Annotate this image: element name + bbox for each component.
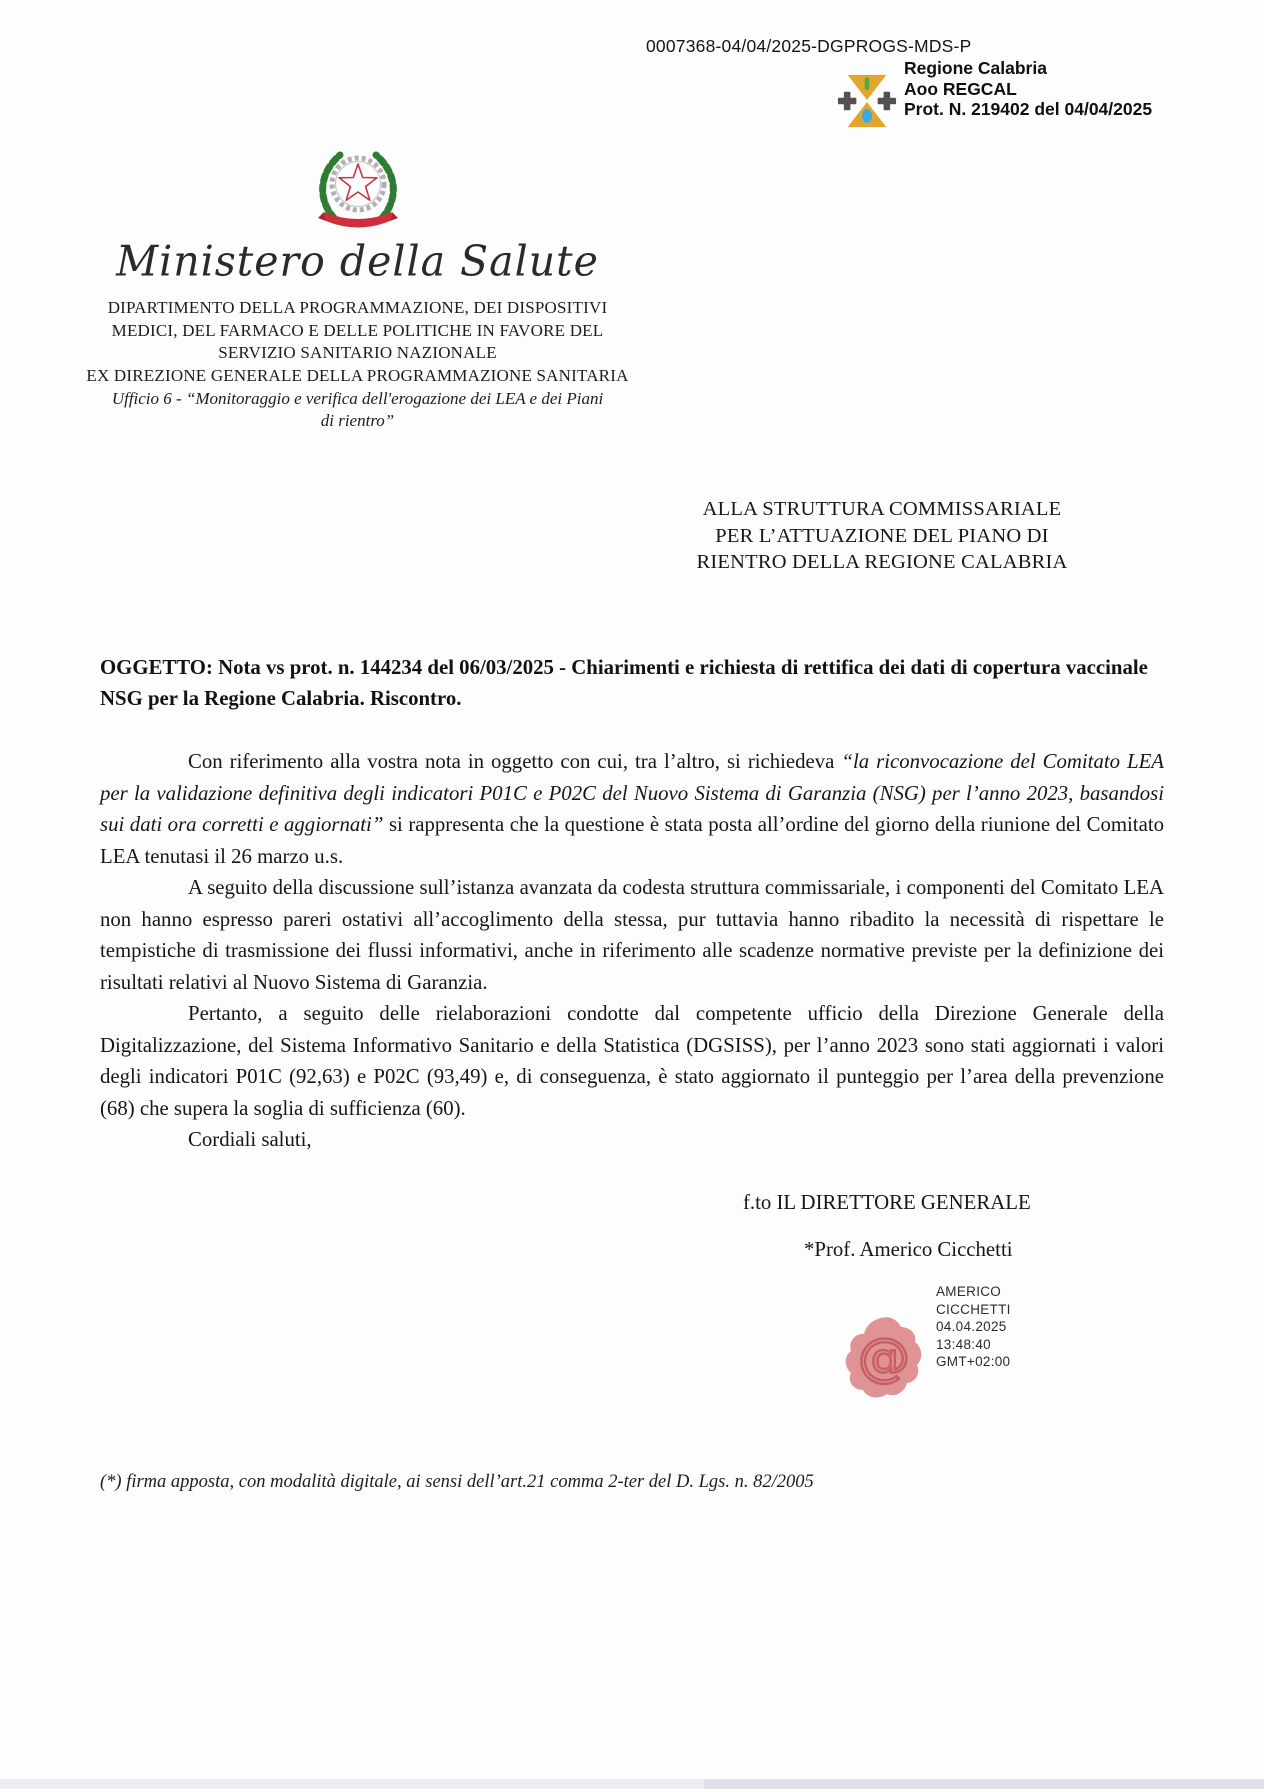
recipient-line: RIENTRO DELLA REGIONE CALABRIA bbox=[696, 551, 1068, 573]
department-lines bbox=[80, 297, 635, 387]
stamp-line: GMT+02:00 bbox=[936, 1354, 1011, 1369]
ministry-letterhead bbox=[80, 142, 635, 432]
department-line: SERVIZIO SANITARIO NAZIONALE bbox=[218, 343, 497, 362]
paragraph-1-lead: Con riferimento alla vostra nota in oggetto con cui, tra l’altro, si richiedeva bbox=[188, 750, 842, 773]
paragraph-1-tail: si rappresenta che la questione è stata posta all’ordine del giorno della riunione del Comitato LEA tenutasi il 26 marzo u.s. bbox=[100, 813, 1164, 868]
closing-salutation: Cordiali saluti, bbox=[188, 1128, 312, 1151]
paragraph-1 bbox=[100, 746, 1164, 872]
regione-calabria-stamp bbox=[836, 58, 1152, 132]
letter-body bbox=[100, 746, 1164, 1156]
digital-signature-stamp bbox=[843, 1283, 1011, 1401]
office-line: Ufficio 6 - “Monitoraggio e verifica dell'erogazione dei LEA e dei Piani di rientro” bbox=[111, 389, 604, 430]
recipient-line: PER L’ATTUAZIONE DEL PIANO DI bbox=[715, 524, 1049, 547]
svg-text:@: @ bbox=[858, 1328, 910, 1388]
regione-calabria-logo-icon bbox=[836, 70, 898, 132]
stamp-text-block bbox=[936, 1283, 1011, 1401]
paragraph-2: A seguito della discussione sull’istanza avanzata da codesta struttura commissariale, i componenti del Comitato LEA non hanno espresso pareri ostativi all’accoglimento della stessa, pur tuttavia hanno ribadito la necessità di rispettare le tempistiche di trasmissione dei flussi informativi, anche in riferimento alle scadenze normative previste per la definizione dei risultati relativi al Nuovo Sistema di Garanzia. bbox=[100, 876, 1164, 994]
aoo-label: Aoo REGCAL bbox=[904, 78, 1017, 99]
signature-name-line: *Prof. Americo Cicchetti bbox=[804, 1238, 1013, 1261]
italy-emblem-icon bbox=[308, 142, 408, 237]
department-line: DIPARTIMENTO DELLA PROGRAMMAZIONE, DEI DISPOSITIVI bbox=[107, 298, 608, 317]
recipient-line: ALLA STRUTTURA COMMISSARIALE bbox=[702, 498, 1062, 520]
stamp-line: 13:48:40 bbox=[936, 1336, 991, 1352]
prot-number: Prot. N. 219402 del 04/04/2025 bbox=[904, 99, 1153, 119]
at-seal-icon bbox=[843, 1315, 925, 1401]
page-edge bbox=[0, 1779, 1264, 1789]
department-line: MEDICI, DEL FARMACO E DELLE POLITICHE IN FAVORE DEL bbox=[111, 320, 604, 340]
recipient-block bbox=[648, 496, 1116, 576]
stamp-line: AMERICO bbox=[936, 1284, 1002, 1299]
digital-signature-footnote: (*) firma apposta, con modalità digitale, ai sensi dell’art.21 comma 2-ter del D. Lgs. n. 82/2005 bbox=[100, 1472, 814, 1492]
stamp-line: CICCHETTI bbox=[936, 1301, 1011, 1317]
paragraph-1-quotation: “la riconvocazione del Comitato LEA per la validazione definitiva degli indicatori P01C e P02C del Nuovo Sistema di Garanzia (NSG) per l’anno 2023, basandosi sui dati ora corretti e aggiornati” bbox=[100, 750, 1165, 836]
paragraph-3: Pertanto, a seguito delle rielaborazioni condotte dal competente ufficio della Direzione Generale della Digitalizzazione, del Sistema Informativo Sanitario e della Statistica (DGSISS), per l’anno 2023 sono stati aggiornati i valori degli indicatori P01C (92,63) e P02C (93,49) e, di conseguenza, è stato aggiornato il punteggio per l’area della prevenzione (68) che supera la soglia di sufficienza (60). bbox=[100, 1002, 1164, 1120]
department-line: EX DIREZIONE GENERALE DELLA PROGRAMMAZIONE SANITARIA bbox=[86, 365, 629, 385]
protocol-number-line: 0007368-04/04/2025-DGPROGS-MDS-P bbox=[646, 36, 972, 56]
page-edge-shadow bbox=[704, 1779, 1264, 1789]
subject-line: OGGETTO: Nota vs prot. n. 144234 del 06/03/2025 - Chiarimenti e richiesta di rettifica dei dati di copertura vaccinale NSG per la Regione Calabria. Riscontro. bbox=[100, 656, 1148, 710]
stamp-line: 04.04.2025 bbox=[936, 1319, 1007, 1334]
signature-role-line: f.to IL DIRETTORE GENERALE bbox=[743, 1191, 1031, 1214]
ministry-title: Ministero della Salute bbox=[116, 236, 599, 286]
region-name: Regione Calabria bbox=[904, 58, 1047, 78]
